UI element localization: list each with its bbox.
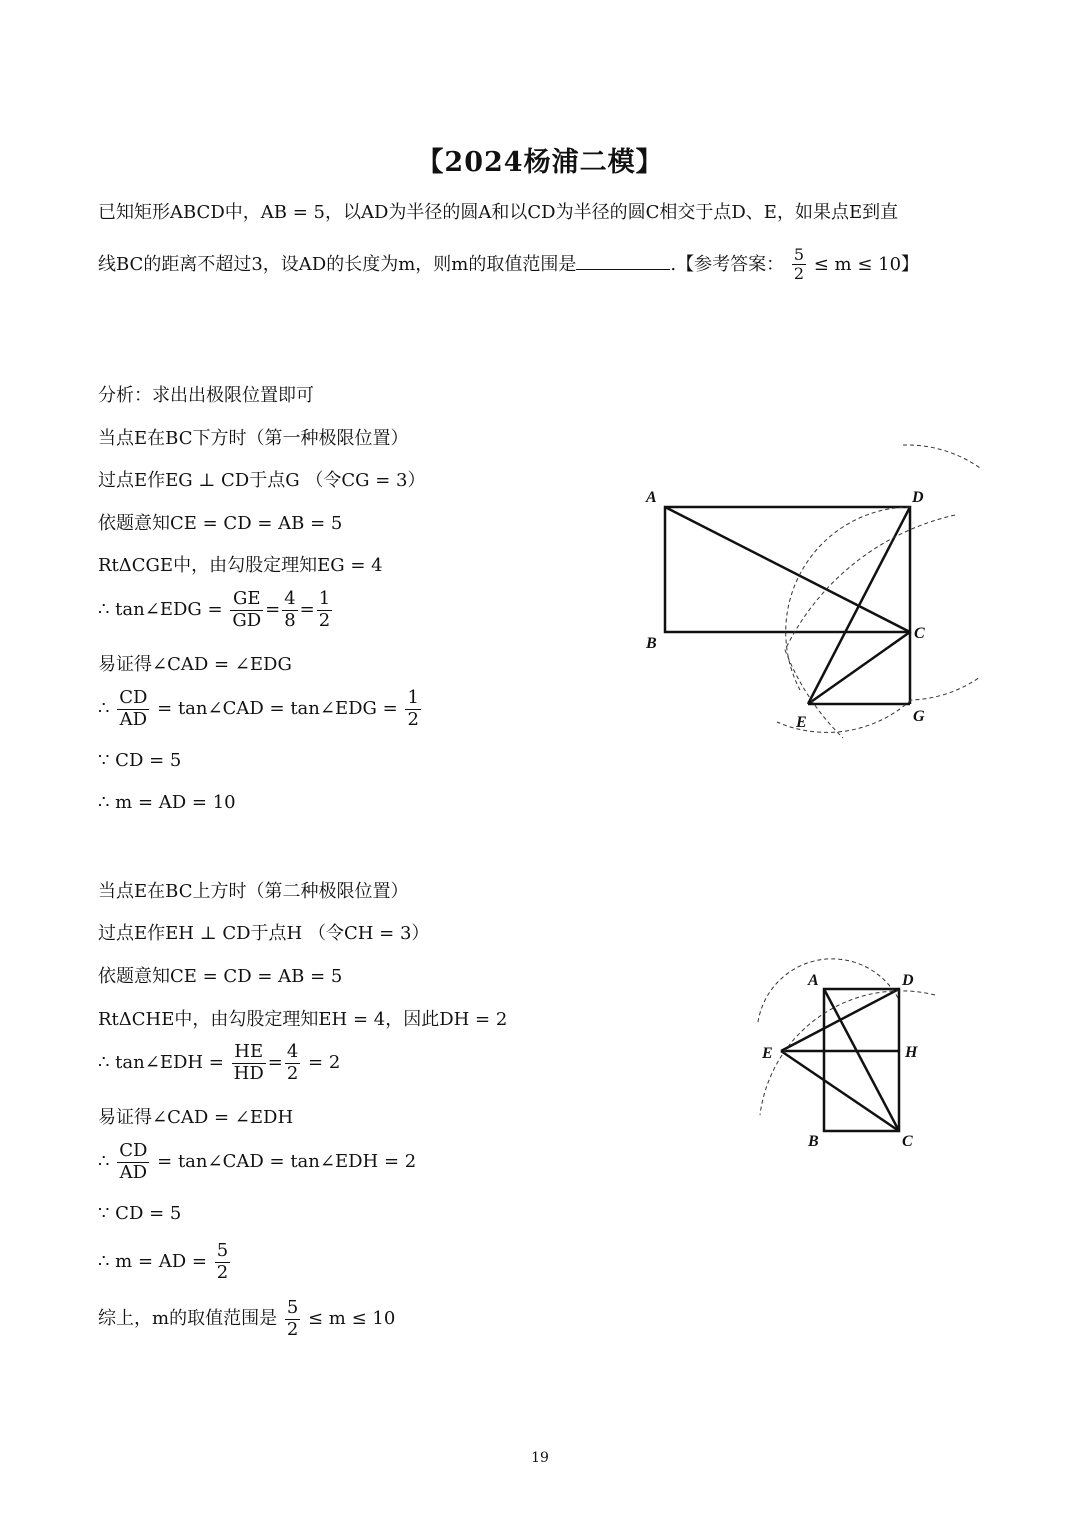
frac-den: 2 [216, 1261, 229, 1283]
conclusion-prefix: 综上，m的取值范围是 [98, 1308, 278, 1330]
answer-tail: ≤ m ≤ 10】 [813, 253, 920, 275]
frac-num: HE [232, 1042, 266, 1064]
fraction-he-hd [232, 1042, 266, 1084]
page-title: 【2024杨浦二模】 [416, 147, 664, 178]
label-e: E [796, 714, 807, 731]
therefore-symbol: ∴ [98, 1151, 110, 1173]
frac-num: CD [119, 1140, 148, 1161]
circle-c-arc-left [786, 507, 910, 690]
case1-line-7-mid: = tan∠CAD = tan∠EDG = [157, 698, 398, 720]
segment-de [781, 989, 899, 1051]
label-c: C [902, 1133, 913, 1150]
segment-ac [824, 989, 899, 1131]
label-a: A [646, 489, 657, 506]
segment-ce [808, 632, 910, 704]
case2-line-5: ∴ tan∠EDH = $\frac{HE}{HD}$ = $\frac{4}{2}$ = 2 [98, 1041, 341, 1084]
label-b: B [646, 635, 657, 652]
case2-line-8: ∵ CD = 5 [98, 1203, 182, 1224]
label-b: B [808, 1133, 819, 1150]
frac-den: 2 [286, 1062, 299, 1084]
fraction-cd-ad [117, 688, 149, 730]
case1-line-1: 当点E在BC下方时（第一种极限位置） [98, 428, 409, 449]
fraction-ge-gd [230, 589, 263, 631]
label-h: H [905, 1044, 918, 1061]
case2-line-5-prefix: ∴ tan∠EDH = [98, 1052, 224, 1074]
fraction-1-2 [317, 589, 332, 631]
fraction-1-2 [405, 688, 420, 730]
fraction-4-2 [285, 1042, 300, 1084]
frac-den: 2 [407, 708, 419, 730]
case2-line-9-prefix: ∴ m = AD = [98, 1251, 208, 1273]
label-e: E [762, 1045, 773, 1062]
frac-num: 1 [318, 588, 331, 609]
case2-line-9 [98, 1241, 232, 1283]
case1-line-2: 过点E作EG ⊥ CD于点G （令CG = 3） [98, 470, 426, 491]
page-number: 19 [531, 1450, 549, 1466]
frac-den: 8 [284, 609, 296, 631]
case2-line-2: 过点E作EH ⊥ CD于点H （令CH = 3） [98, 923, 430, 944]
answer-label: .【参考答案： [670, 253, 785, 275]
case1-line-8: ∵ CD = 5 [98, 750, 182, 771]
frac-num: 4 [284, 588, 296, 609]
label-d: D [912, 489, 924, 506]
label-d: D [902, 972, 914, 989]
case2-line-1: 当点E在BC上方时（第二种极限位置） [98, 881, 409, 902]
frac-num: 5 [216, 1240, 229, 1261]
case2-line-7-mid: = tan∠CAD = tan∠EDH = 2 [157, 1151, 417, 1173]
case1-line-5-prefix: ∴ tan∠EDG = [98, 599, 223, 621]
problem-line-2 [98, 246, 919, 284]
case1-line-5: ∴ tan∠EDG = $\frac{GE}{GD}$ = $\frac{4}{8}$ = $\frac{1}{2}$ [98, 588, 331, 631]
case2-line-4: RtΔCHE中，由勾股定理知EH = 4，因此DH = 2 [98, 1009, 508, 1030]
problem-line-1: 已知矩形ABCD中，AB = 5，以AD为半径的圆A和以CD为半径的圆C相交于点D、E，如果点E到直 [98, 202, 899, 223]
case2-line-5-post: = 2 [308, 1052, 341, 1074]
answer-fraction-num: 5 [793, 245, 805, 264]
circle-c-arc-right [903, 445, 980, 700]
frac-num: 1 [407, 687, 419, 708]
segment-ec [781, 1051, 899, 1131]
frac-den: GD [232, 609, 262, 631]
frac-den: HD [233, 1062, 264, 1084]
frac-num: CD [119, 687, 148, 708]
label-c: C [914, 625, 925, 642]
case1-line-6: 易证得∠CAD = ∠EDG [98, 654, 292, 675]
label-a: A [808, 972, 819, 989]
fraction-5-2 [285, 1298, 300, 1340]
answer-fraction [792, 246, 806, 284]
label-g: G [913, 708, 925, 725]
therefore-symbol: ∴ [98, 698, 110, 720]
problem-line-2-text: 线BC的距离不超过3，设AD的长度为m，则m的取值范围是 [98, 253, 577, 275]
frac-den: 2 [318, 609, 331, 631]
answer-fraction-den: 2 [793, 264, 805, 284]
figure-2-diagram [745, 955, 960, 1155]
frac-den: 2 [286, 1318, 299, 1340]
circle-a-arc [758, 959, 899, 1022]
case2-line-6: 易证得∠CAD = ∠EDH [98, 1107, 294, 1128]
frac-num: 4 [286, 1041, 299, 1062]
case2-line-7 [98, 1141, 416, 1183]
conclusion-post: ≤ m ≤ 10 [308, 1308, 396, 1330]
frac-num: GE [230, 589, 263, 611]
fraction-4-8 [282, 589, 297, 631]
frac-den: AD [119, 708, 148, 730]
case1-line-7 [98, 688, 423, 730]
case2-line-3: 依题意知CE = CD = AB = 5 [98, 966, 343, 987]
analysis-intro: 分析：求出出极限位置即可 [98, 385, 314, 406]
case1-line-3: 依题意知CE = CD = AB = 5 [98, 513, 343, 534]
figure-1-diagram [620, 440, 980, 750]
frac-num: 5 [286, 1297, 299, 1318]
fraction-cd-ad [117, 1141, 149, 1183]
case1-line-9: ∴ m = AD = 10 [98, 792, 236, 813]
conclusion-line [98, 1298, 395, 1340]
fraction-5-2 [215, 1241, 230, 1283]
answer-blank [576, 251, 670, 270]
frac-den: AD [119, 1161, 148, 1183]
case1-line-4: RtΔCGE中，由勾股定理知EG = 4 [98, 555, 383, 576]
